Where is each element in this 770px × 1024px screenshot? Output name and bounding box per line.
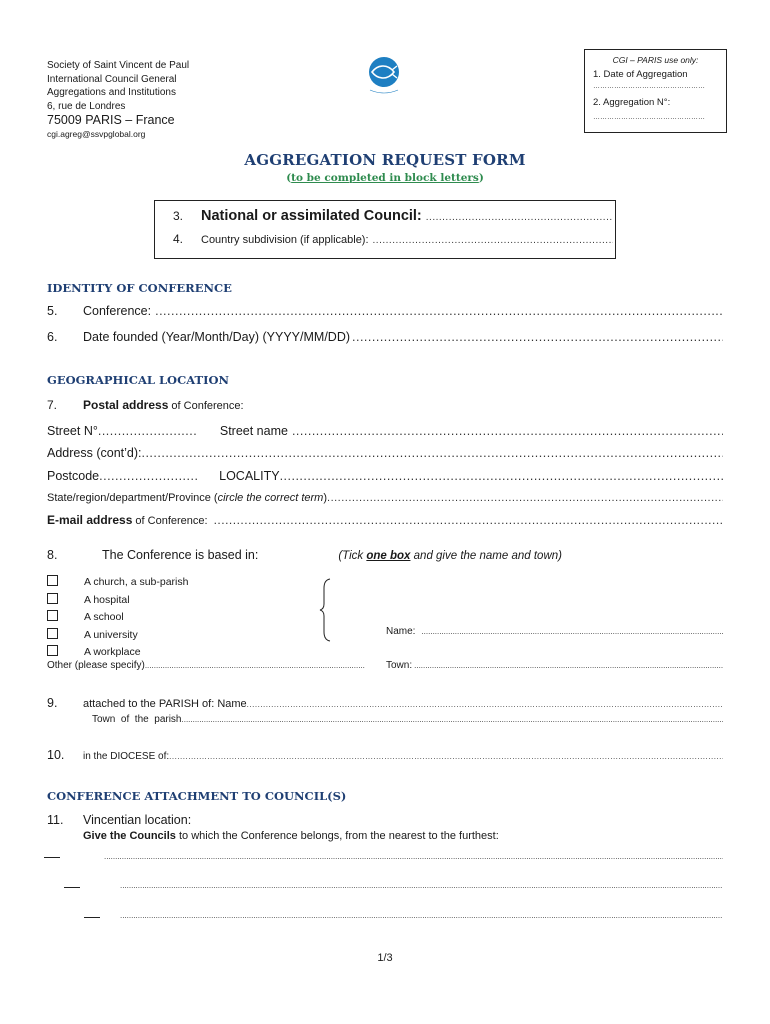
postcode-row[interactable] xyxy=(47,469,723,483)
vincentian-label: Vincentian location: xyxy=(83,813,192,827)
based-name-row[interactable] xyxy=(386,626,723,637)
checkbox-university[interactable] xyxy=(47,628,58,639)
checkbox-church[interactable] xyxy=(47,575,58,586)
based-town-field[interactable] xyxy=(414,661,723,670)
give-councils-suffix: to which the Conference belongs, from the nearest to the furthest: xyxy=(175,830,499,842)
diocese-field[interactable] xyxy=(169,752,723,761)
organisation-address xyxy=(47,59,189,142)
parish-town-row[interactable] xyxy=(92,714,723,725)
aggregation-date-field[interactable]: ………………………………………… xyxy=(593,83,705,90)
street-name-field[interactable] xyxy=(292,424,723,438)
tick-instruction xyxy=(338,550,562,562)
national-council-box xyxy=(154,200,616,259)
cgi-box-header: CGI – PARIS use only: xyxy=(612,55,699,65)
option-label: A university xyxy=(84,628,138,641)
form-subtitle xyxy=(0,172,770,184)
item-number: 11. xyxy=(47,813,64,827)
country-subdivision-label: Country subdivision (if applicable): xyxy=(201,234,369,246)
option-university[interactable] xyxy=(47,627,188,645)
country-subdivision-field[interactable] xyxy=(373,235,613,246)
postal-address-suffix: of Conference: xyxy=(168,400,244,412)
org-city: 75009 PARIS – France xyxy=(47,113,175,127)
council-level-3-field[interactable] xyxy=(120,911,723,920)
conference-field[interactable] xyxy=(155,304,723,318)
postcode-field[interactable] xyxy=(99,469,199,483)
state-label: State/region/department/Province ( xyxy=(47,492,218,504)
tick-post: and give the name and town) xyxy=(410,550,562,562)
other-specify-row[interactable] xyxy=(47,660,365,671)
org-department: Aggregations and Institutions xyxy=(47,87,176,98)
postal-address-row xyxy=(47,398,723,412)
address-cont-row[interactable] xyxy=(47,446,723,460)
address-cont-field[interactable] xyxy=(141,446,723,460)
item-number: 4. xyxy=(173,232,184,246)
email-label-suffix: of Conference: xyxy=(132,515,208,527)
org-name: Society of Saint Vincent de Paul xyxy=(47,60,190,71)
council-level-3-dash xyxy=(84,917,100,918)
subtitle-close: ) xyxy=(478,172,484,184)
state-field[interactable] xyxy=(327,492,723,504)
date-founded-field[interactable] xyxy=(352,330,723,344)
checkbox-hospital[interactable] xyxy=(47,593,58,604)
email-row[interactable] xyxy=(47,513,723,527)
parish-row[interactable] xyxy=(47,696,723,710)
postal-address-label: Postal address xyxy=(83,398,169,412)
state-row[interactable] xyxy=(47,492,723,504)
brace-icon xyxy=(318,578,332,642)
parish-town-field[interactable] xyxy=(182,715,724,724)
diocese-row[interactable] xyxy=(47,748,723,762)
aggregation-date-label: 1. Date of Aggregation xyxy=(593,69,688,80)
checkbox-workplace[interactable] xyxy=(47,645,58,656)
vincentian-row xyxy=(47,813,723,827)
diocese-label: in the DIOCESE of: xyxy=(83,751,170,762)
option-label: A church, a sub-parish xyxy=(84,576,189,588)
subtitle-text: to be completed in block letters xyxy=(291,172,479,184)
council-level-2-row[interactable] xyxy=(120,881,723,890)
section-geo-heading: GEOGRAPHICAL LOCATION xyxy=(47,373,229,387)
conference-row[interactable] xyxy=(47,304,723,318)
org-street: 6, rue de Londres xyxy=(47,100,126,112)
street-number-label: Street N° xyxy=(47,424,98,438)
item-number: 10. xyxy=(47,748,65,762)
based-town-row[interactable] xyxy=(386,660,723,671)
based-options-list xyxy=(47,574,188,662)
give-councils-row xyxy=(83,830,723,842)
state-label-close: ) xyxy=(323,492,328,504)
council-level-2-dash xyxy=(64,887,80,888)
national-council-field[interactable] xyxy=(426,212,613,223)
other-specify-field[interactable] xyxy=(145,661,365,670)
item-number: 9. xyxy=(47,696,58,710)
org-council: International Council General xyxy=(47,73,177,85)
subtitle-open: ( xyxy=(286,172,292,184)
based-in-label: The Conference is based in: xyxy=(102,548,259,562)
address-cont-label: Address (cont’d): xyxy=(47,446,142,460)
email-field[interactable] xyxy=(214,513,723,527)
ssvp-logo-icon xyxy=(362,52,406,96)
tick-bold: one box xyxy=(366,550,411,562)
page-number: 1/3 xyxy=(377,952,393,964)
option-label: A school xyxy=(84,611,124,623)
state-hint: circle the correct term xyxy=(217,492,324,504)
locality-field[interactable] xyxy=(280,469,723,483)
national-council-label: National or assimilated Council: xyxy=(201,208,422,224)
street-number-field[interactable] xyxy=(98,424,198,438)
parish-town-label: Town of the parish xyxy=(92,714,182,725)
option-label: A workplace xyxy=(84,646,141,658)
locality-label: LOCALITY xyxy=(219,469,280,483)
street-row[interactable] xyxy=(47,424,723,438)
section-identity-heading: IDENTITY OF CONFERENCE xyxy=(47,281,232,295)
country-subdivision-row[interactable] xyxy=(173,232,613,246)
give-councils-label: Give the Councils xyxy=(83,830,176,842)
council-level-2-field[interactable] xyxy=(120,881,723,890)
council-level-3-row[interactable] xyxy=(120,911,723,920)
tick-pre: (Tick xyxy=(338,550,367,562)
council-level-1-row[interactable] xyxy=(104,852,723,861)
form-title: AGGREGATION REQUEST FORM xyxy=(244,151,526,169)
aggregation-number-field[interactable]: ………………………………………… xyxy=(593,114,705,121)
option-school[interactable] xyxy=(47,609,188,627)
council-level-1-field[interactable] xyxy=(104,852,723,861)
item-number: 6. xyxy=(47,330,58,344)
option-hospital[interactable] xyxy=(47,592,188,610)
parish-name-field[interactable] xyxy=(247,700,723,709)
based-in-row xyxy=(47,548,723,562)
other-specify-label: Other (please specify) xyxy=(47,660,145,671)
date-founded-label: Date founded (Year/Month/Day) (YYYY/MM/DD) xyxy=(83,330,351,344)
national-council-row[interactable] xyxy=(173,208,613,224)
option-label: A hospital xyxy=(84,593,130,606)
option-workplace[interactable] xyxy=(47,644,188,662)
section-attachment-heading: CONFERENCE ATTACHMENT TO COUNCIL(S) xyxy=(47,789,347,803)
street-name-label: Street name xyxy=(219,424,288,438)
postcode-label: Postcode xyxy=(47,469,100,483)
item-number: 3. xyxy=(173,209,184,223)
parish-name-label: attached to the PARISH of: Name xyxy=(83,698,247,710)
based-name-label: Name: xyxy=(386,626,416,637)
aggregation-number-label: 2. Aggregation N°: xyxy=(593,97,671,108)
item-number: 8. xyxy=(47,548,58,562)
item-number: 5. xyxy=(47,304,58,318)
conference-label: Conference: xyxy=(83,304,152,318)
email-label: E-mail address xyxy=(47,513,133,527)
item-number: 7. xyxy=(47,398,58,412)
option-church[interactable] xyxy=(47,574,188,592)
org-email: cgi.agreg@ssvpglobal.org xyxy=(47,129,146,139)
date-founded-row[interactable] xyxy=(47,330,723,344)
council-level-1-dash xyxy=(44,857,60,858)
checkbox-school[interactable] xyxy=(47,610,58,621)
cgi-use-only-box xyxy=(584,49,727,133)
based-town-label: Town: xyxy=(386,660,413,671)
based-name-field[interactable] xyxy=(421,627,723,636)
